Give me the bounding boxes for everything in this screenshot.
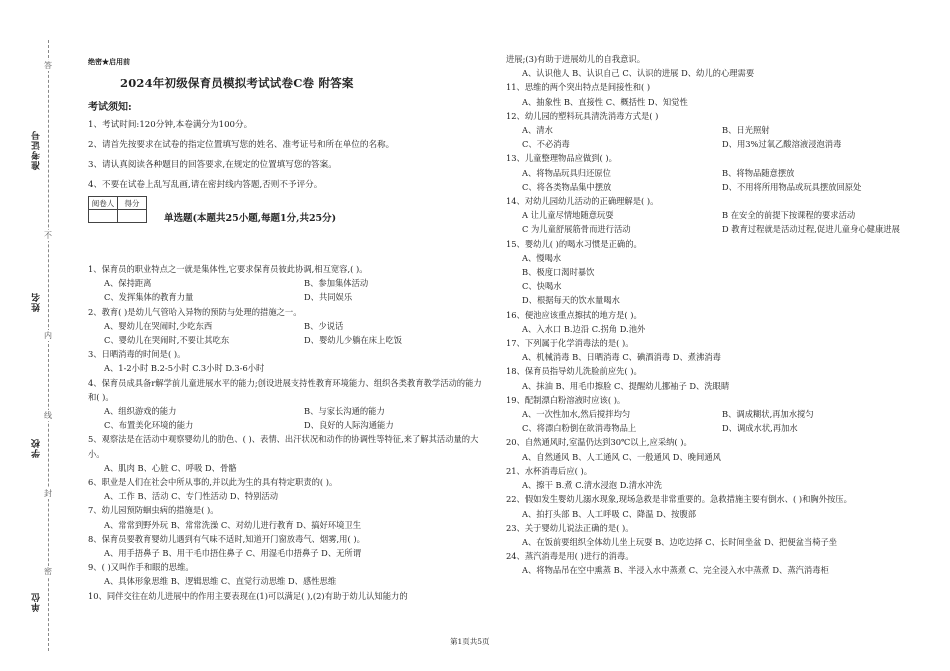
question-text: 22、假如发生婴幼儿溺水现象,现场急救是非常重要的。急救措施主要有倒水、( )和胸外按压。 xyxy=(506,494,852,505)
question-text: 1、保育员的职业特点之一就是集体性,它要求保育员彼此协调,相互宽容,( )。 xyxy=(88,264,368,274)
seal-mark: 内 xyxy=(44,331,52,340)
answer-options xyxy=(88,290,488,304)
question-text: 12、幼儿园的塑料玩具清洗消毒方式是( ) xyxy=(506,110,659,121)
field-name: 姓名 xyxy=(32,292,42,312)
answer-options: A、肌肉 B、心脏 C、呼吸 D、骨骼 xyxy=(104,462,237,473)
option-b: D、婴幼儿少躺在床上吃饭 xyxy=(304,335,402,346)
answer-options xyxy=(506,407,901,421)
page-title: 2024年初级保育员模拟考试试卷C卷 附答案 xyxy=(120,76,354,90)
question-text: 8、保育员要教育婴幼儿遇到有气味不适时,知道开门窗放毒气、烟雾,用( )。 xyxy=(88,533,365,544)
question-text: 11、思维的两个突出特点是间接性和( ) xyxy=(506,82,651,93)
right-column xyxy=(506,52,901,578)
answer-options xyxy=(88,319,488,333)
secret-label: 绝密★启用前 xyxy=(88,57,130,66)
question-text: 10、同伴交往在幼儿进展中的作用主要表现在(1)可以满足( ),(2)有助于幼儿认知能力的 xyxy=(88,590,408,601)
seal-mark: 封 xyxy=(44,489,52,498)
answer-options: A、将物品吊在空中熏蒸 B、半浸入水中蒸煮 C、完全浸入水中蒸煮 D、蒸汽消毒柜 xyxy=(522,565,829,576)
notice-item: 4、不要在试卷上乱写乱画,请在密封线内答题,否则不予评分。 xyxy=(88,180,323,190)
seal-line xyxy=(48,40,49,651)
answer-options: C、快喝水 xyxy=(522,281,562,292)
answer-options: A、机械消毒 B、日晒消毒 C、碘酒消毒 D、煮沸消毒 xyxy=(522,352,721,363)
notice-item: 2、请首先按要求在试卷的指定位置填写您的姓名、准考证号和所在单位的名称。 xyxy=(88,140,395,150)
answer-options: A、拍打头部 B、人工呼吸 C、降温 D、按腹部 xyxy=(522,508,697,519)
question-text: 20、自然通风时,室温仍达到30℃以上,应采纳( )。 xyxy=(506,437,692,448)
option-b: B、少说话 xyxy=(304,320,344,331)
option-b: B 在安全的前提下按课程的要求活动 xyxy=(722,210,856,221)
answer-options: A、认识他人 B、认识自己 C、认识的进展 D、幼儿的心理需要 xyxy=(522,68,755,79)
option-a: A、保持距离 xyxy=(104,278,152,289)
option-b: B、将物品随意摆放 xyxy=(722,167,795,178)
notice-item: 3、请认真阅读各种题目的回答要求,在规定的位置填写您的答案。 xyxy=(88,160,337,170)
option-a: C、婴幼儿在哭闹时,不要让其吃东 xyxy=(104,335,230,346)
answer-options: A、抹油 B、用毛巾擦脸 C、提醒幼儿挪袖子 D、洗眼睛 xyxy=(522,380,730,391)
question-text: 5、观察法是在活动中观察婴幼儿的肋色、( )、表情、出汗状况和动作的协调性等特征,来了解其活动量的大小。 xyxy=(88,434,479,459)
option-a: C、发挥集体的教育力量 xyxy=(104,292,194,303)
option-a: C、将漂白粉倒在欲消毒物品上 xyxy=(522,423,637,434)
question-text: 19、配制漂白粉溶液时应该( )。 xyxy=(506,394,626,405)
question-text: 24、蒸汽消毒是用( )进行的消毒。 xyxy=(506,551,634,562)
option-a: A、婴幼儿在哭闹时,少吃东西 xyxy=(104,320,213,331)
option-a: A、一次性加水,然后搅拌均匀 xyxy=(522,409,631,420)
left-column xyxy=(88,262,488,603)
seal-mark: 不 xyxy=(44,231,52,240)
answer-options xyxy=(506,222,901,236)
page-footer: 第1页共5页 xyxy=(450,637,490,646)
answer-options: B、极度口渴时暴饮 xyxy=(522,267,595,278)
option-a: C 为儿童舒展筋骨而进行活动 xyxy=(522,224,631,235)
question-text: 7、幼儿园预防蛔虫病的措施是( )。 xyxy=(88,505,219,516)
score-label: 得分 xyxy=(118,197,147,210)
answer-options xyxy=(88,333,488,347)
seal-mark: 线 xyxy=(44,411,52,420)
option-a: C、不必消毒 xyxy=(522,139,570,150)
question-text: 14、对幼儿园幼儿活动的正确理解是( )。 xyxy=(506,196,659,207)
option-b: D、共同娱乐 xyxy=(304,292,353,303)
question-text: 18、保育员指导幼儿洗脸前应先( )。 xyxy=(506,366,642,377)
grader-cell[interactable] xyxy=(89,210,118,223)
answer-options: A、慢喝水 xyxy=(522,252,562,263)
option-b: B、日光照射 xyxy=(722,125,770,136)
answer-options: A、抽象性 B、直接性 C、概括性 D、知觉性 xyxy=(522,96,688,107)
answer-options: A、具体形象思维 B、逻辑思维 C、直觉行动思维 D、感性思维 xyxy=(104,576,337,587)
question-text: 21、水杯消毒后应( )。 xyxy=(506,465,593,476)
option-b: D、不用将所用物品或玩具摆放回原处 xyxy=(722,181,862,192)
option-b: D、良好的人际沟通能力 xyxy=(304,420,394,431)
binding-strip xyxy=(0,0,58,671)
answer-options xyxy=(506,166,901,180)
answer-options: D、根据每天的饮水量喝水 xyxy=(522,295,620,306)
answer-options: A、自然通风 B、人工通风 C、一般通风 D、晚间通风 xyxy=(522,451,721,462)
answer-options: A、常常到野外玩 B、常常洗澡 C、对幼儿进行教育 D、搞好环境卫生 xyxy=(104,519,362,530)
option-b: B、参加集体活动 xyxy=(304,278,369,289)
answer-options xyxy=(506,180,901,194)
score-table xyxy=(88,196,147,223)
question-text: 6、职业是人们在社会中所从事的,并以此为生的具有特定职责的( )。 xyxy=(88,477,338,488)
answer-options: A、擦干 B.煮 C.清水浸泡 D.清水冲洗 xyxy=(522,480,662,491)
answer-options xyxy=(88,404,488,418)
question-text: 23、关于婴幼儿说法正确的是( )。 xyxy=(506,522,634,533)
question-text: 16、便池应该重点擦拭的地方是( )。 xyxy=(506,309,642,320)
score-cell[interactable] xyxy=(118,210,147,223)
option-a: C、将各类物品集中摆放 xyxy=(522,181,612,192)
question-text: 9、( )又叫作手和眼的思维。 xyxy=(88,562,194,573)
answer-options: A、用手捂鼻子 B、用干毛巾捂住鼻子 C、用湿毛巾捂鼻子 D、无所谓 xyxy=(104,548,362,559)
option-b: D、调成水状,再加水 xyxy=(722,423,798,434)
option-a: A、组织游戏的能力 xyxy=(104,406,177,417)
field-unit: 单位 xyxy=(32,592,42,612)
option-a: A、清水 xyxy=(522,125,553,136)
notice-item: 1、考试时间:120分钟,本卷满分为100分。 xyxy=(88,120,253,130)
option-a: A 让儿童尽情地随意玩耍 xyxy=(522,210,614,221)
field-school: 学校 xyxy=(32,438,42,458)
section-title: 单选题(本题共25小题,每题1分,共25分) xyxy=(164,213,337,224)
answer-options xyxy=(506,137,901,151)
option-b: B、调成糊状,再加水搅匀 xyxy=(722,409,814,420)
question-text: 15、婴幼儿( )的喝水习惯是正确的。 xyxy=(506,238,642,249)
notice-heading: 考试须知: xyxy=(88,102,132,113)
answer-options xyxy=(506,208,901,222)
question-text: 3、日晒消毒的时间是( )。 xyxy=(88,349,186,360)
answer-options: A、在饭前要组织全体幼儿坐上玩耍 B、边吃边择 C、长时间坐盆 D、把便盆当椅子坐 xyxy=(522,536,838,547)
answer-options: A、工作 B、活动 C、专门性活动 D、特别活动 xyxy=(104,491,279,502)
field-exam-number: 准考证号 xyxy=(32,130,42,170)
question-text: 2、教育( )是幼儿气管哈入异物的预防与处理的措施之一。 xyxy=(88,306,302,317)
answer-options xyxy=(88,418,488,432)
answer-options xyxy=(506,123,901,137)
grader-label: 阅卷人 xyxy=(89,197,118,210)
answer-options xyxy=(506,421,901,435)
option-b: D、用3%过氧乙酸溶液浸泡消毒 xyxy=(722,139,842,150)
option-a: A、将物品玩具归还原位 xyxy=(522,167,611,178)
question-text: 17、下列属于化学消毒法的是( )。 xyxy=(506,338,634,349)
answer-options: A、入水口 B.边沿 C.拐角 D.池外 xyxy=(522,323,646,334)
question-text: 进展;(3)有助于进展幼儿的自我意识。 xyxy=(506,54,646,64)
answer-options: A、1-2小时 B.2-5小时 C.3小时 D.3-6小时 xyxy=(104,363,265,374)
seal-mark: 密 xyxy=(44,567,52,576)
option-b: D 教育过程就是活动过程,促进儿童身心健康进展 xyxy=(722,224,900,235)
question-text: 13、儿童整理物品应做到( )。 xyxy=(506,153,617,164)
option-a: C、布置美化环境的能力 xyxy=(104,420,194,431)
option-b: B、与家长沟通的能力 xyxy=(304,406,385,417)
question-text: 4、保育员成具备r解学前儿童进展水平的能力;创设进展支持性教育环境能力、组织各类教育教学活动的能力和( )。 xyxy=(88,377,482,402)
answer-options xyxy=(88,276,488,290)
seal-mark: 答 xyxy=(44,61,52,70)
